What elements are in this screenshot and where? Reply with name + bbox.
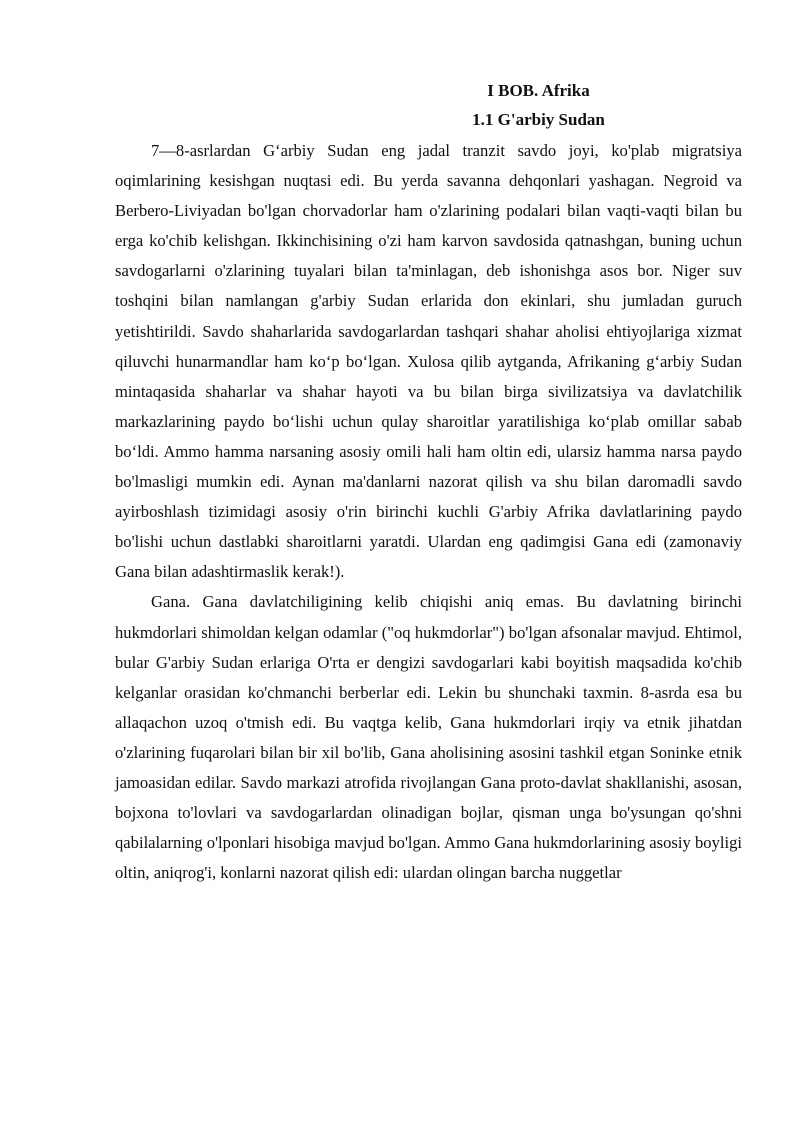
section-title: 1.1 G'arbiy Sudan [472,110,605,129]
chapter-title: I BOB. Afrika [487,81,590,100]
body-paragraph-1: 7—8-asrlardan G‘arbiy Sudan eng jadal tranzit savdo joyi, ko'plab migratsiya oqimlarining kesishgan nuqtasi edi. Bu yerda savanna dehqonlari yashagan. Negroid va Berbero-Liviyadan bo'lgan chorvadorlar ham o'zlarining podalari bilan vaqti-vaqti bilan bu erga ko'chib kelishgan. Ikkinchisining o'zi ham karvon savdosida qatnashgan, buning uchun savdogarlarni o'zlarining tuyalari bilan ta'minlagan, deb ishonishga asos bor. Niger suv toshqini bilan namlangan g'arbiy Sudan erlarida don ekinlari, shu jumladan guruch yetishtirildi. Savdo shaharlarida savdogarlardan tashqari shahar aholisi ehtiyojlariga xizmat qiluvchi hunarmandlar ham ko‘p bo‘lgan. Xulosa qilib aytganda, Afrikaning g‘arbiy Sudan mintaqasida shaharlar va shahar hayoti va bu bilan birga sivilizatsiya va davlatchilik markazlarining paydo bo‘lishi uchun qulay sharoitlar yaratilishiga ko‘plab omillar sabab bo‘ldi. Ammo hamma narsaning asosiy omili hali ham oltin edi, ularsiz hamma narsa paydo bo'lmasligi mumkin edi. Aynan ma'danlarni nazorat qilish va shu bilan daromadli savdo ayirboshlash tizimidagi asosiy o'rin birinchi kuchli G'arbiy Afrika davlatlarining paydo bo'lishi uchun dastlabki sharoitlarni yaratdi. Ulardan eng qadimgisi Gana edi (zamonaviy Gana bilan adashtirmaslik kerak!). [115,141,742,582]
body-paragraph-2: Gana. Gana davlatchiligining kelib chiqishi aniq emas. Bu davlatning birinchi hukmdorlari shimoldan kelgan odamlar ("oq hukmdorlar") bo'lgan afsonalar mavjud. Ehtimol, bular G'arbiy Sudan erlariga O'rta er dengizi savdogarlari kabi boyitish maqsadida ko'chib kelganlar orasidan ko'chmanchi berberlar edi. Lekin bu shunchaki taxmin. 8-asrda esa bu allaqachon uzoq o'tmish edi. Bu vaqtga kelib, Gana hukmdorlari irqiy va etnik jihatdan o'zlarining fuqarolari bilan bir xil bo'lib, Gana aholisining asosini tashkil etgan Soninke etnik jamoasidan edilar. Savdo markazi atrofida rivojlangan Gana proto-davlat shakllanishi, asosan, bojxona to'lovlari va savdogarlardan olinadigan bojlar, qisman unga bo'ysungan qo'shni qabilalarning o'lponlari hisobiga mavjud bo'lgan. Ammo Gana hukmdorlarining asosiy boyligi oltin, aniqrog'i, konlarni nazorat qilish edi: ulardan olingan barcha nuggetlar [115,592,742,883]
